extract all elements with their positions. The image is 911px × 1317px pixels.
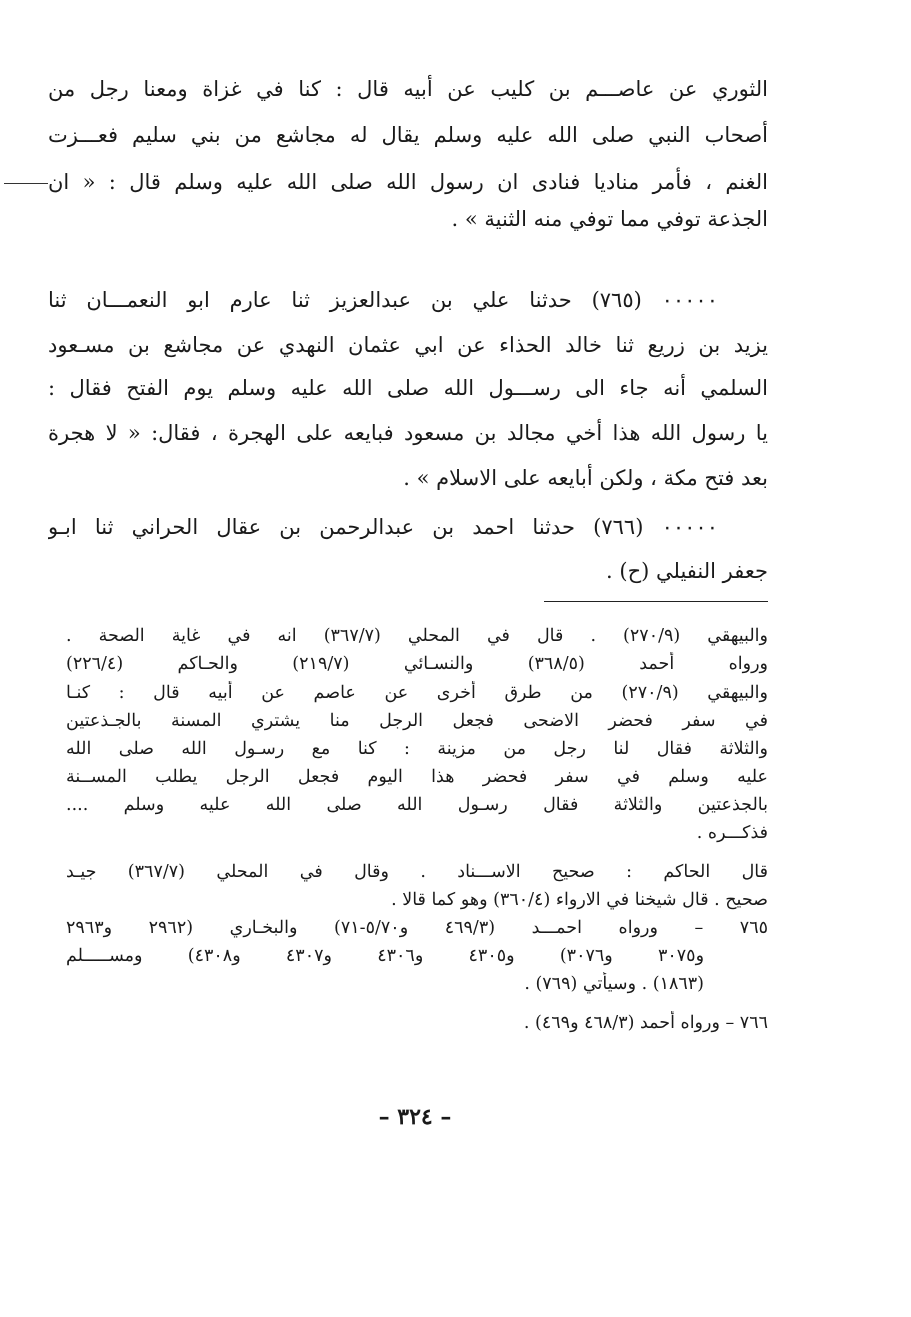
margin-line-mark — [4, 183, 48, 184]
footnote-line: بالجذعتين والثلاثة فقال رسـول الله صلى الله عليه وسلم .... — [66, 795, 768, 815]
text-line: يزيد بن زريع ثنا خالد الحذاء عن ابي عثمان النهدي عن مجاشع بن مسـعود — [48, 333, 768, 357]
footnote-line: ورواه أحمد (٣٦٨/٥) والنسـائي (٢١٩/٧) والحـاكم (٢٢٦/٤) — [66, 654, 768, 674]
footnote-765: ٧٦٥ – ورواه احمـــد (٤٦٩/٣ و٥/٧٠-٧١) والبخـاري (٢٩٦٢ و٢٩٦٣ — [66, 918, 768, 938]
text-line: يا رسول الله هذا أخي مجالد بن مسعود فبايعه على الهجرة ، فقال: « لا هجرة — [48, 421, 768, 445]
footnote-line: قال الحاكم : صحيح الاســـناد . وقال في المحلي (٣٦٧/٧) جيـد — [66, 862, 768, 882]
text-line: الثوري عن عاصـــم بن كليب عن أبيه قال : كنا في غزاة ومعنا رجل من — [48, 77, 768, 101]
footnote-separator — [544, 601, 768, 602]
footnote-766: ٧٦٦ – ورواه أحمد (٤٦٨/٣ و٤٦٩) . — [523, 1013, 768, 1033]
footnote-line: صحيح . قال شيخنا في الارواء (٣٦٠/٤) وهو كما قالا . — [391, 890, 768, 910]
footnote-line: والبيهقي (٢٧٠/٩) من طرق أخرى عن عاصم عن أبيه قال : كنـا — [66, 683, 768, 703]
footnote-line: فذكـــره . — [696, 823, 768, 843]
footnote-line: عليه وسلم في سفر فحضر هذا اليوم فجعل الرجل يطلب المســنة — [66, 767, 768, 787]
text-line: أصحاب النبي صلى الله عليه وسلم يقال له مجاشع من بني سليم فعـــزت — [48, 123, 768, 147]
footnote-line: والثلاثة فقال لنا رجل من مزينة : كنا مع رسـول الله صلى الله — [66, 739, 768, 759]
text-line: بعد فتح مكة ، ولكن أبايعه على الاسلام » . — [403, 466, 768, 490]
footnote-line: في سفر فحضر الاضحى فجعل الرجل منا يشتري المسنة بالجـذعتين — [66, 711, 768, 731]
text-line: الجذعة توفي مما توفي منه الثنية » . — [451, 207, 768, 231]
footnote-line: (١٨٦٣) . وسيأتي (٧٦٩) . — [524, 974, 704, 994]
hadith-765-line: ٠٠٠٠٠ (٧٦٥) حدثنا علي بن عبدالعزيز ثنا عارم ابو النعمـــان ثنا — [48, 288, 718, 312]
footnote-line: و٣٠٧٥ و٣٠٧٦) و٤٣٠٥ و٤٣٠٦ و٤٣٠٧ و٤٣٠٨) ومســـــلم — [66, 946, 704, 966]
hadith-766-line: ٠٠٠٠٠ (٧٦٦) حدثنا احمد بن عبدالرحمن بن عقال الحراني ثنا ابـو — [48, 515, 718, 539]
text-line: السلمي أنه جاء الى رســـول الله صلى الله عليه وسلم يوم الفتح فقال : — [48, 376, 768, 400]
footnote-line: والبيهقي (٢٧٠/٩) . قال في المحلي (٣٦٧/٧) انه في غاية الصحة . — [66, 626, 768, 646]
text-line: الغنم ، فأمر مناديا فنادى ان رسول الله صلى الله عليه وسلم قال : « ان — [48, 170, 768, 194]
page-number: – ٣٢٤ – — [378, 1104, 452, 1130]
text-line: جعفر النفيلي (ح) . — [606, 559, 768, 583]
